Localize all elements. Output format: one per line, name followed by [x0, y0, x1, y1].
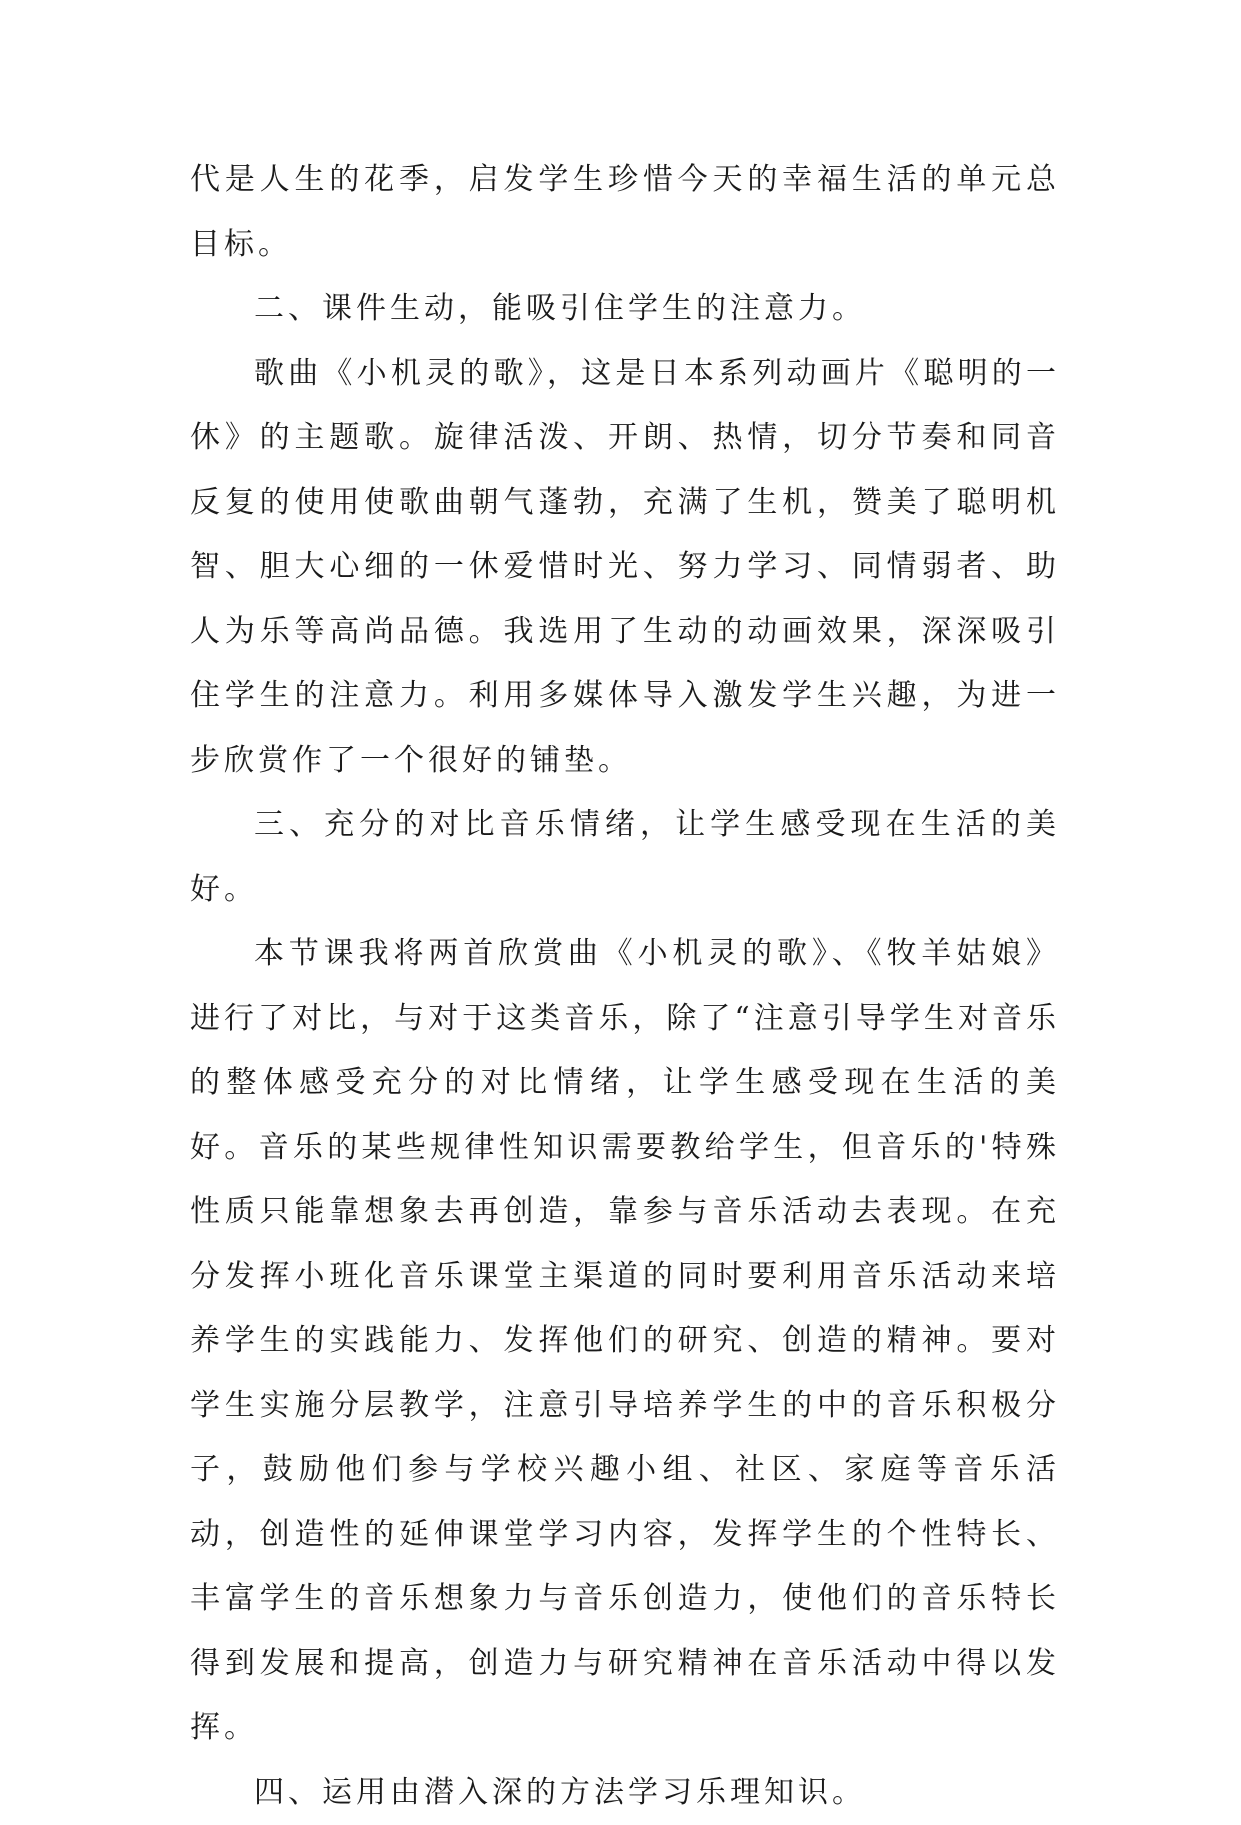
paragraph-section-3-body: 本节课我将两首欣赏曲《小机灵的歌》、《牧羊姑娘》进行了对比，与对于这类音乐，除了“注意引导学生对音乐的整体感受充分的对比情绪，让学生感受现在生活的美好。音乐的某些规律性知识需要教给学生，但音乐的'特殊性质只能靠想象去再创造，靠参与音乐活动去表现。在充分发挥小班化音乐课堂主渠道的同时要利用音乐活动来培养学生的实践能力、发挥他们的研究、创造的精神。要对学生实施分层教学，注意引导培养学生的中的音乐积极分子，鼓励他们参与学校兴趣小组、社区、家庭等音乐活动，创造性的延伸课堂学习内容，发挥学生的个性特长、丰富学生的音乐想象力与音乐创造力，使他们的音乐特长得到发展和提高，创造力与研究精神在音乐活动中得以发挥。	[190, 922, 1060, 1761]
heading-section-4: 四、运用由潜入深的方法学习乐理知识。	[190, 1761, 1060, 1825]
heading-section-2: 二、课件生动，能吸引住学生的注意力。	[190, 277, 1060, 342]
document-page	[190, 148, 1060, 1825]
heading-section-3: 三、充分的对比音乐情绪，让学生感受现在生活的美好。	[190, 793, 1060, 922]
paragraph-section-2-body: 歌曲《小机灵的歌》，这是日本系列动画片《聪明的一休》的主题歌。旋律活泼、开朗、热情，切分节奏和同音反复的使用使歌曲朝气蓬勃，充满了生机，赞美了聪明机智、胆大心细的一休爱惜时光、努力学习、同情弱者、助人为乐等高尚品德。我选用了生动的动画效果，深深吸引住学生的注意力。利用多媒体导入激发学生兴趣，为进一步欣赏作了一个很好的铺垫。	[190, 342, 1060, 794]
paragraph-continuation: 代是人生的花季，启发学生珍惜今天的幸福生活的单元总目标。	[190, 148, 1060, 277]
